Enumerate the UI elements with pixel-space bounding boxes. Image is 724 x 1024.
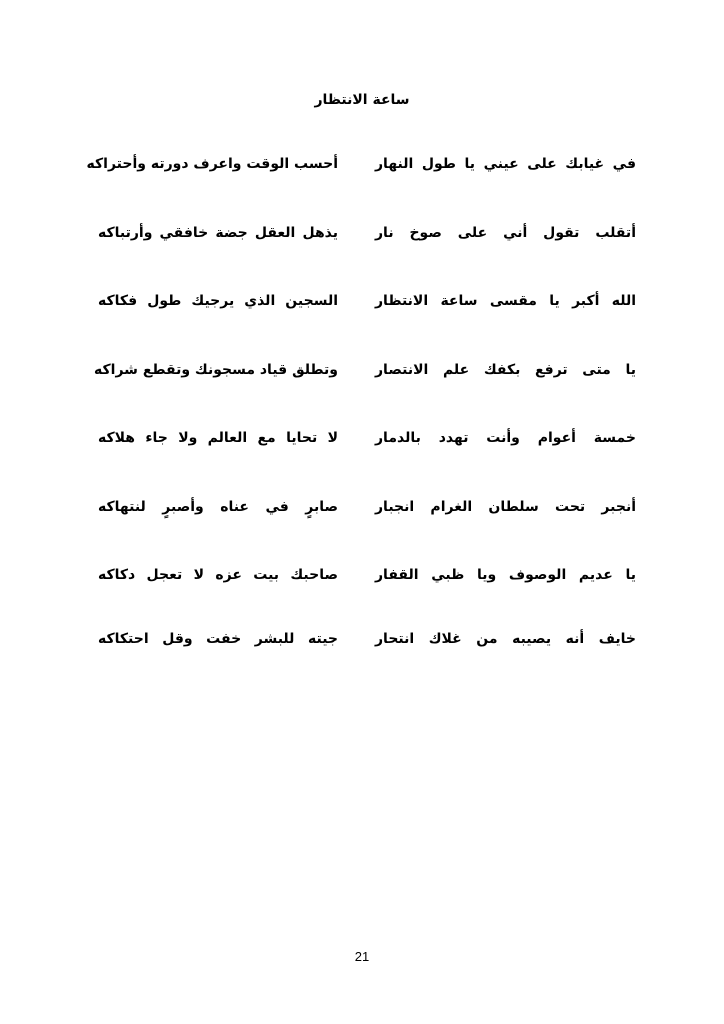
- verse-row: [0, 495, 724, 519]
- verse-second-hemistich: صابرٍ في عناه وأصبرٍ لنتهاكه: [98, 499, 338, 515]
- verse-second-hemistich: وتطلق قياد مسجونك وتقطع شراكه: [94, 362, 338, 378]
- verse-first-hemistich: خايف أنه يصيبه من غلاك انتحار: [375, 631, 636, 647]
- poem-title: ساعة الانتظار: [314, 92, 410, 108]
- verse-first-hemistich: في غيابك على عيني يا طول النهار: [375, 156, 636, 172]
- verse-first-hemistich: يا متى ترفع بكفك علم الانتصار: [375, 362, 636, 378]
- verse-first-hemistich: يا عديم الوصوف ويا ظبي القفار: [375, 567, 636, 583]
- verse-row: [0, 289, 724, 313]
- verse-first-hemistich: أنجبر تحت سلطان الغرام انجبار: [375, 499, 636, 515]
- verse-second-hemistich: أحسب الوقت واعرف دورته وأحتراكه: [86, 156, 338, 172]
- verse-first-hemistich: الله أكبر يا مقسى ساعة الانتظار: [375, 293, 636, 309]
- verse-row: [0, 358, 724, 382]
- verse-row: [0, 426, 724, 450]
- verse-first-hemistich: خمسة أعوام وأنت تهدد بالدمار: [375, 430, 636, 446]
- verse-second-hemistich: لا تحايا مع العالم ولا جاء هلاكه: [98, 430, 338, 446]
- verse-row: [0, 627, 724, 651]
- verse-second-hemistich: جيته للبشر خفت وقل احتكاكه: [98, 631, 338, 647]
- page-number: 21: [354, 949, 370, 964]
- verse-second-hemistich: صاحبك بيت عزه لا تعجل دكاكه: [98, 567, 338, 583]
- verse-second-hemistich: يذهل العقل جضة خافقي وأرتباكه: [98, 225, 338, 241]
- verse-first-hemistich: أتقلب تقول أني على صوخ نار: [375, 225, 636, 241]
- verse-row: [0, 221, 724, 245]
- verse-row: [0, 152, 724, 176]
- verse-row: [0, 563, 724, 587]
- verse-second-hemistich: السجين الذي يرجيك طول فكاكه: [98, 293, 338, 309]
